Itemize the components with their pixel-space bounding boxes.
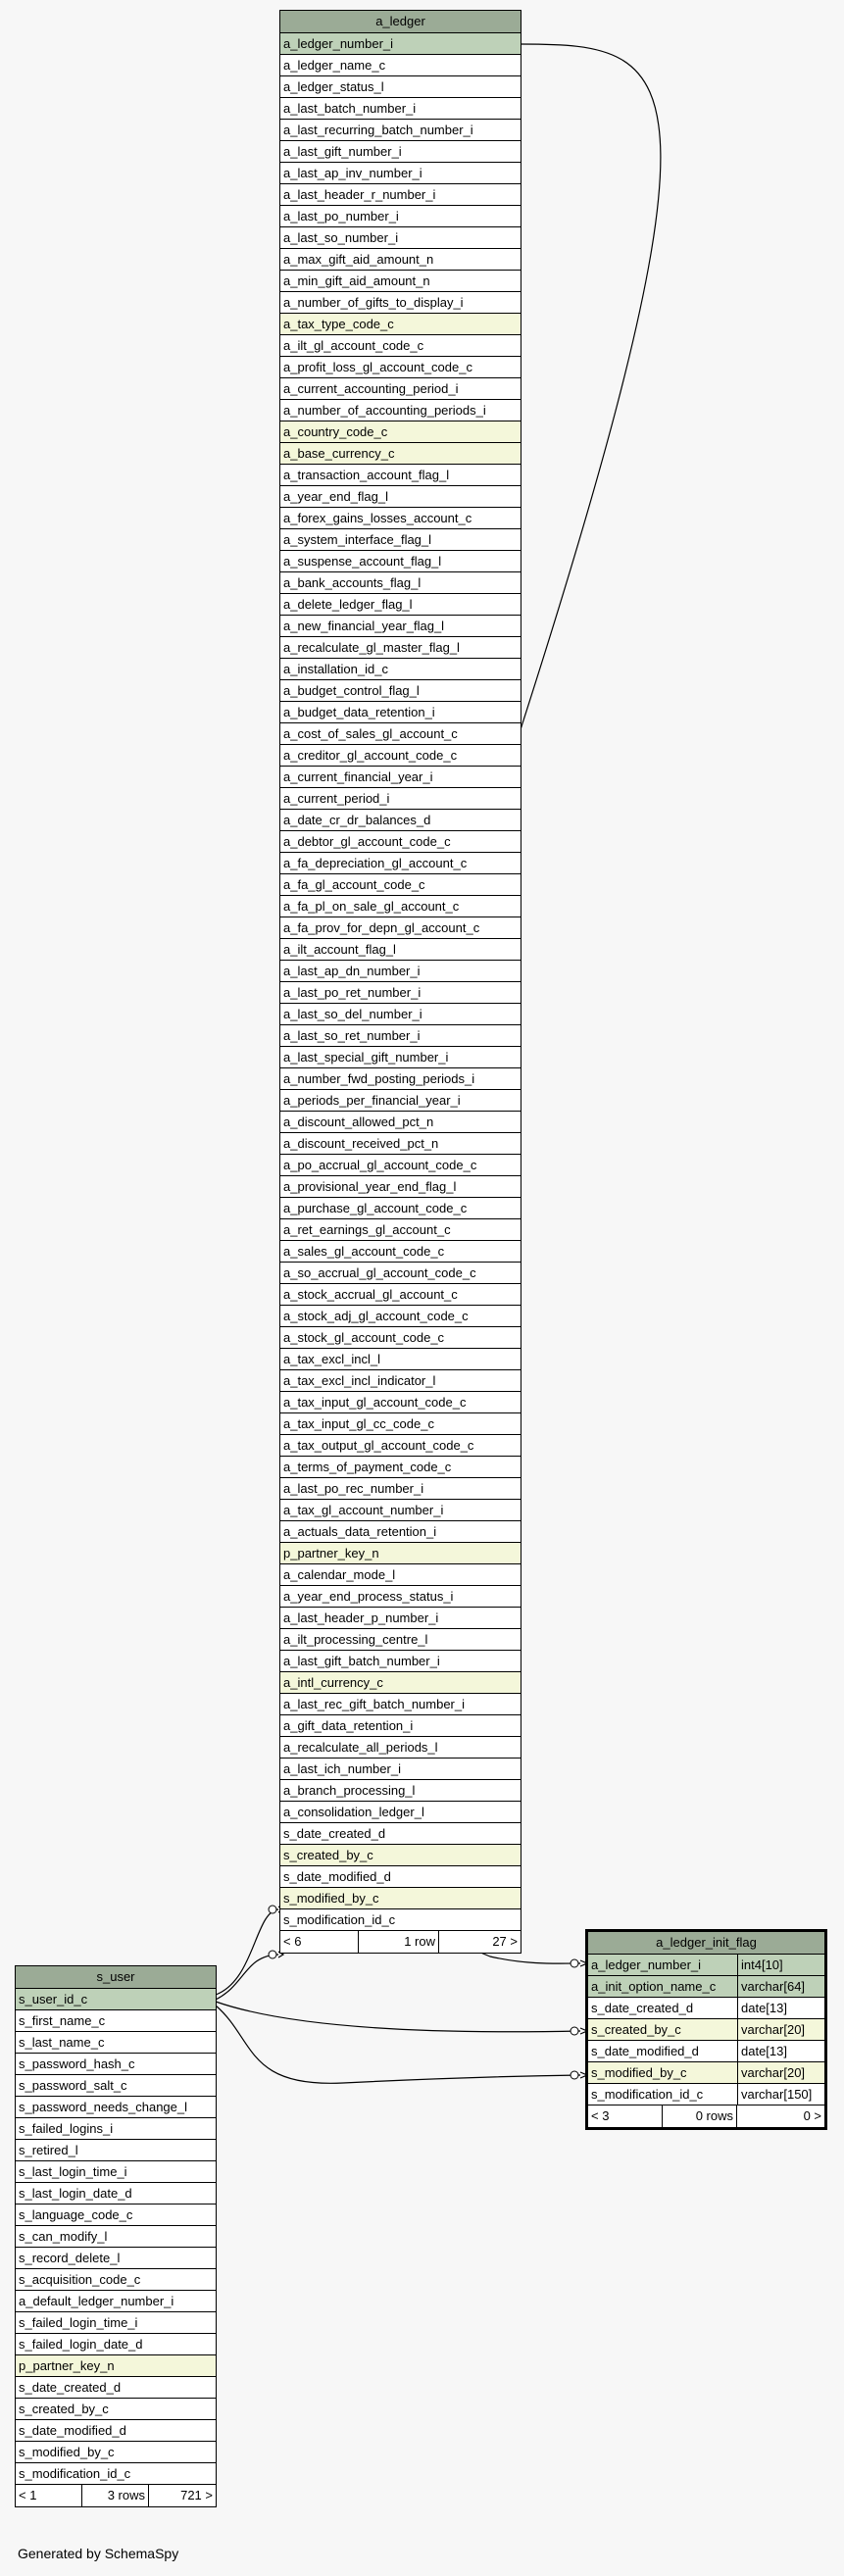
relation-ledger-modified-by [216, 1955, 278, 2000]
column-name: a_last_ap_inv_number_i [283, 166, 422, 180]
column-row[interactable] [280, 1068, 521, 1090]
column-name: a_last_ich_number_i [283, 1761, 401, 1776]
column-name: a_creditor_gl_account_code_c [283, 748, 458, 763]
column-name: a_tax_excl_incl_l [283, 1352, 381, 1366]
column-name: a_last_header_p_number_i [283, 1610, 439, 1625]
column-row[interactable] [16, 2183, 216, 2204]
column-name: s_first_name_c [19, 2013, 106, 2028]
column-name: a_ilt_processing_centre_l [283, 1632, 428, 1647]
column-name: a_system_interface_flag_l [283, 532, 432, 547]
column-name: a_installation_id_c [283, 662, 388, 676]
column-name: s_failed_logins_i [19, 2121, 114, 2136]
column-name: a_ledger_name_c [283, 58, 386, 73]
column-name: a_discount_allowed_pct_n [283, 1115, 434, 1129]
column-name: a_delete_ledger_flag_l [283, 597, 413, 612]
column-row[interactable] [280, 1478, 521, 1500]
column-row[interactable] [16, 2334, 216, 2355]
parent-count[interactable]: < 3 [588, 2105, 663, 2127]
column-row[interactable] [280, 249, 521, 271]
column-row[interactable] [16, 2010, 216, 2032]
column-name: a_ret_earnings_gl_account_c [283, 1222, 451, 1237]
column-row[interactable] [280, 1759, 521, 1780]
column-row[interactable] [280, 1694, 521, 1715]
column-name: s_date_created_d [591, 2001, 694, 2015]
column-row[interactable] [280, 1284, 521, 1306]
column-name: a_fa_pl_on_sale_gl_account_c [283, 899, 460, 914]
column-row[interactable] [16, 2054, 216, 2075]
column-row[interactable] [280, 1435, 521, 1457]
column-row[interactable] [280, 335, 521, 357]
column-name: s_modification_id_c [591, 2087, 704, 2102]
column-row[interactable] [280, 465, 521, 486]
column-name: s_modification_id_c [19, 2466, 131, 2481]
column-row[interactable] [280, 1155, 521, 1176]
column-name: a_ledger_status_l [283, 79, 384, 94]
column-row[interactable] [16, 2377, 216, 2399]
column-name: a_so_accrual_gl_account_code_c [283, 1265, 476, 1280]
column-row[interactable] [280, 1112, 521, 1133]
column-row[interactable] [280, 1715, 521, 1737]
column-name: a_year_end_process_status_i [283, 1589, 454, 1604]
column-name: s_language_code_c [19, 2207, 133, 2222]
column-name: a_stock_accrual_gl_account_c [283, 1287, 458, 1302]
table-footer [280, 1931, 521, 1953]
column-row[interactable] [280, 1349, 521, 1370]
column-row[interactable] [280, 917, 521, 939]
column-row[interactable] [280, 378, 521, 400]
column-name: s_created_by_c [283, 1848, 373, 1862]
column-row[interactable] [280, 400, 521, 421]
column-row[interactable] [280, 1219, 521, 1241]
column-name: s_date_created_d [283, 1826, 386, 1841]
column-name: s_created_by_c [19, 2402, 109, 2416]
column-name: a_forex_gains_losses_account_c [283, 511, 472, 525]
column-row[interactable] [280, 551, 521, 572]
column-row[interactable] [280, 1737, 521, 1759]
column-row[interactable] [280, 896, 521, 917]
column-name: a_number_of_accounting_periods_i [283, 403, 486, 418]
column-name: s_date_modified_d [19, 2423, 126, 2438]
column-name: s_password_salt_c [19, 2078, 127, 2093]
column-row[interactable] [16, 2291, 216, 2312]
column-name: a_consolidation_ledger_l [283, 1805, 424, 1819]
column-name: a_last_so_del_number_i [283, 1007, 422, 1021]
column-row[interactable] [280, 98, 521, 120]
column-name: a_po_accrual_gl_account_code_c [283, 1158, 477, 1172]
column-name: a_gift_data_retention_i [283, 1718, 414, 1733]
column-type: varchar[20] [737, 2019, 824, 2040]
column-name: a_stock_adj_gl_account_code_c [283, 1309, 469, 1323]
column-row[interactable] [280, 227, 521, 249]
column-row[interactable] [280, 853, 521, 874]
column-row[interactable] [280, 767, 521, 788]
column-name: a_init_option_name_c [591, 1979, 717, 1994]
column-name: a_fa_prov_for_depn_gl_account_c [283, 920, 480, 935]
column-name: a_tax_input_gl_cc_code_c [283, 1416, 434, 1431]
column-row[interactable] [280, 1327, 521, 1349]
column-name: s_modified_by_c [283, 1891, 379, 1906]
column-name: a_debtor_gl_account_code_c [283, 834, 451, 849]
column-row[interactable] [588, 2041, 824, 2062]
column-name: s_failed_login_time_i [19, 2315, 138, 2330]
column-row[interactable] [16, 1989, 216, 2010]
column-row[interactable] [280, 680, 521, 702]
column-name: a_base_currency_c [283, 446, 395, 461]
table-a-ledger[interactable] [279, 10, 521, 1954]
column-row[interactable] [280, 1413, 521, 1435]
table-header[interactable]: a_ledger [280, 11, 521, 33]
column-row[interactable] [280, 1047, 521, 1068]
column-name: a_tax_output_gl_account_code_c [283, 1438, 474, 1453]
column-name: s_last_name_c [19, 2035, 105, 2050]
column-row[interactable] [588, 2084, 824, 2105]
column-row[interactable] [280, 659, 521, 680]
column-row[interactable] [280, 637, 521, 659]
column-row[interactable] [280, 1564, 521, 1586]
column-name: a_last_batch_number_i [283, 101, 417, 116]
column-name: a_ilt_account_flag_l [283, 942, 396, 957]
column-row[interactable] [280, 1909, 521, 1931]
column-row[interactable] [280, 55, 521, 76]
parent-count[interactable]: < 1 [16, 2485, 82, 2506]
column-row[interactable] [280, 1392, 521, 1413]
column-name: a_last_rec_gift_batch_number_i [283, 1697, 466, 1711]
column-name: a_min_gift_aid_amount_n [283, 273, 430, 288]
column-row[interactable] [16, 2269, 216, 2291]
column-name: a_current_accounting_period_i [283, 381, 459, 396]
column-row[interactable] [588, 2019, 824, 2041]
column-name: s_date_modified_d [591, 2044, 699, 2058]
column-row[interactable] [280, 572, 521, 594]
column-row[interactable] [280, 723, 521, 745]
column-row[interactable] [280, 1133, 521, 1155]
column-name: a_actuals_data_retention_i [283, 1524, 437, 1539]
column-name: s_retired_l [19, 2143, 78, 2157]
column-row[interactable] [280, 939, 521, 961]
parent-count[interactable]: < 6 [280, 1931, 359, 1953]
column-row[interactable] [280, 1025, 521, 1047]
optional-marker [269, 1906, 276, 1913]
column-row[interactable] [588, 1998, 824, 2019]
column-type: varchar[64] [737, 1976, 824, 1997]
column-row[interactable] [280, 1090, 521, 1112]
column-name: p_partner_key_n [283, 1546, 379, 1560]
column-name: a_date_cr_dr_balances_d [283, 813, 431, 827]
column-type: varchar[150] [737, 2084, 824, 2105]
column-name: s_failed_login_date_d [19, 2337, 143, 2352]
column-row[interactable] [280, 1521, 521, 1543]
column-name: a_fa_gl_account_code_c [283, 877, 425, 892]
column-row[interactable] [280, 357, 521, 378]
column-name: a_last_special_gift_number_i [283, 1050, 449, 1065]
column-row[interactable] [280, 76, 521, 98]
column-name: s_user_id_c [19, 1992, 88, 2006]
column-name: s_date_modified_d [283, 1869, 391, 1884]
column-name: s_date_created_d [19, 2380, 122, 2395]
child-count[interactable]: 0 > [803, 2108, 821, 2123]
column-row[interactable] [280, 163, 521, 184]
column-row[interactable] [16, 2420, 216, 2442]
column-name: a_budget_control_flag_l [283, 683, 420, 698]
table-s-user[interactable] [15, 1965, 217, 2507]
column-name: a_fa_depreciation_gl_account_c [283, 856, 468, 870]
column-name: a_last_po_rec_number_i [283, 1481, 424, 1496]
column-row[interactable] [280, 421, 521, 443]
column-row[interactable] [280, 874, 521, 896]
column-row[interactable] [280, 982, 521, 1004]
table-a-ledger-init-flag[interactable] [585, 1929, 827, 2130]
column-row[interactable] [16, 2226, 216, 2248]
column-row[interactable] [280, 1608, 521, 1629]
column-type: varchar[20] [737, 2062, 824, 2083]
row-count: 3 rows [82, 2485, 149, 2506]
column-name: s_password_hash_c [19, 2056, 135, 2071]
column-row[interactable] [16, 2097, 216, 2118]
column-name: a_last_ap_dn_number_i [283, 964, 421, 978]
column-row[interactable] [280, 1370, 521, 1392]
optional-marker [571, 1959, 578, 1967]
column-row[interactable] [280, 292, 521, 314]
column-row[interactable] [280, 443, 521, 465]
column-row[interactable] [280, 120, 521, 141]
column-list [280, 33, 521, 1931]
column-row[interactable] [280, 1780, 521, 1802]
column-name: s_can_modify_l [19, 2229, 108, 2244]
column-row[interactable] [16, 2355, 216, 2377]
relation-init-created-by [216, 2002, 580, 2032]
column-row[interactable] [280, 206, 521, 227]
row-count: 1 row [359, 1931, 439, 1953]
column-row[interactable] [280, 508, 521, 529]
column-row[interactable] [588, 1955, 824, 1976]
column-name: a_calendar_mode_l [283, 1567, 396, 1582]
column-row[interactable] [280, 1586, 521, 1608]
column-row[interactable] [16, 2399, 216, 2420]
child-count[interactable]: 27 > [492, 1934, 518, 1949]
column-row[interactable] [280, 1672, 521, 1694]
column-row[interactable] [16, 2075, 216, 2097]
column-name: s_last_login_time_i [19, 2164, 127, 2179]
column-name: a_bank_accounts_flag_l [283, 575, 422, 590]
column-name: a_last_po_number_i [283, 209, 399, 223]
column-name: a_provisional_year_end_flag_l [283, 1179, 457, 1194]
column-name: a_last_gift_batch_number_i [283, 1654, 440, 1668]
relation-init-modified-by [216, 2006, 580, 2083]
column-name: s_modified_by_c [19, 2445, 115, 2459]
column-name: a_ilt_gl_account_code_c [283, 338, 424, 353]
column-name: a_ledger_number_i [591, 1957, 702, 1972]
column-row[interactable] [280, 1457, 521, 1478]
column-name: a_current_financial_year_i [283, 769, 433, 784]
column-name: a_recalculate_gl_master_flag_l [283, 640, 460, 655]
table-footer [16, 2485, 216, 2506]
column-name: a_last_so_number_i [283, 230, 399, 245]
column-row[interactable] [280, 1543, 521, 1564]
column-row[interactable] [280, 529, 521, 551]
column-name: a_transaction_account_flag_l [283, 468, 450, 482]
column-row[interactable] [280, 1004, 521, 1025]
column-row[interactable] [280, 33, 521, 55]
column-row[interactable] [588, 1976, 824, 1998]
child-count[interactable]: 721 > [180, 2488, 213, 2502]
column-row[interactable] [16, 2248, 216, 2269]
column-name: s_acquisition_code_c [19, 2272, 141, 2287]
column-name: a_suspense_account_flag_l [283, 554, 442, 569]
column-name: a_last_gift_number_i [283, 144, 402, 159]
column-name: a_branch_processing_l [283, 1783, 416, 1798]
column-name: a_tax_type_code_c [283, 317, 394, 331]
column-name: a_cost_of_sales_gl_account_c [283, 726, 458, 741]
table-header[interactable]: s_user [16, 1966, 216, 1989]
column-row[interactable] [16, 2140, 216, 2161]
column-name: a_country_code_c [283, 424, 388, 439]
column-name: a_discount_received_pct_n [283, 1136, 439, 1151]
column-name: a_max_gift_aid_amount_n [283, 252, 434, 267]
column-name: s_created_by_c [591, 2022, 681, 2037]
column-name: a_tax_excl_incl_indicator_l [283, 1373, 436, 1388]
column-name: a_periods_per_financial_year_i [283, 1093, 461, 1108]
column-name: a_last_recurring_batch_number_i [283, 123, 473, 137]
optional-marker [571, 2027, 578, 2035]
column-name: s_modification_id_c [283, 1912, 396, 1927]
column-type: date[13] [737, 2041, 824, 2061]
column-row[interactable] [280, 1500, 521, 1521]
column-row[interactable] [280, 1845, 521, 1866]
column-row[interactable] [280, 810, 521, 831]
column-name: a_year_end_flag_l [283, 489, 388, 504]
column-row[interactable] [280, 1263, 521, 1284]
column-row[interactable] [280, 1306, 521, 1327]
column-name: a_number_fwd_posting_periods_i [283, 1071, 475, 1086]
column-name: s_password_needs_change_l [19, 2100, 188, 2114]
column-row[interactable] [280, 745, 521, 767]
column-row[interactable] [16, 2161, 216, 2183]
relation-ledger-created-by [216, 1909, 278, 1995]
column-row[interactable] [16, 2442, 216, 2463]
column-name: a_stock_gl_account_code_c [283, 1330, 445, 1345]
column-row[interactable] [280, 1823, 521, 1845]
column-row[interactable] [280, 788, 521, 810]
row-count: 0 rows [663, 2105, 737, 2127]
column-name: a_ledger_number_i [283, 36, 394, 51]
column-row[interactable] [16, 2118, 216, 2140]
table-footer [588, 2105, 824, 2127]
column-row[interactable] [280, 1802, 521, 1823]
column-row[interactable] [280, 702, 521, 723]
column-name: a_purchase_gl_account_code_c [283, 1201, 468, 1215]
column-name: a_intl_currency_c [283, 1675, 383, 1690]
column-name: a_last_po_ret_number_i [283, 985, 422, 1000]
column-name: s_record_delete_l [19, 2251, 121, 2265]
column-row[interactable] [280, 961, 521, 982]
column-row[interactable] [280, 1629, 521, 1651]
column-row[interactable] [280, 184, 521, 206]
column-row[interactable] [280, 1198, 521, 1219]
table-header[interactable]: a_ledger_init_flag [588, 1932, 824, 1955]
column-row[interactable] [280, 1241, 521, 1263]
generator-credit: Generated by SchemaSpy [18, 2546, 179, 2561]
column-name: a_sales_gl_account_code_c [283, 1244, 445, 1259]
column-row[interactable] [16, 2463, 216, 2485]
column-row[interactable] [16, 2204, 216, 2226]
column-name: p_partner_key_n [19, 2358, 115, 2373]
column-row[interactable] [280, 271, 521, 292]
column-type: date[13] [737, 1998, 824, 2018]
column-row[interactable] [280, 314, 521, 335]
column-name: a_tax_gl_account_number_i [283, 1503, 444, 1517]
column-name: s_last_login_date_d [19, 2186, 132, 2201]
column-row[interactable] [280, 616, 521, 637]
column-row[interactable] [280, 831, 521, 853]
column-name: a_profit_loss_gl_account_code_c [283, 360, 472, 374]
column-row[interactable] [280, 1888, 521, 1909]
column-row[interactable] [16, 2312, 216, 2334]
column-name: s_modified_by_c [591, 2065, 687, 2080]
column-name: a_terms_of_payment_code_c [283, 1460, 452, 1474]
column-list [588, 1955, 824, 2105]
column-row[interactable] [280, 1651, 521, 1672]
optional-marker [571, 2071, 578, 2079]
column-name: a_last_header_r_number_i [283, 187, 436, 202]
column-name: a_default_ledger_number_i [19, 2294, 174, 2308]
optional-marker [269, 1951, 276, 1958]
column-name: a_current_period_i [283, 791, 390, 806]
column-row[interactable] [280, 141, 521, 163]
column-row[interactable] [16, 2032, 216, 2054]
column-row[interactable] [588, 2062, 824, 2084]
column-name: a_recalculate_all_periods_l [283, 1740, 438, 1755]
column-type: int4[10] [737, 1955, 824, 1975]
column-name: a_tax_input_gl_account_code_c [283, 1395, 467, 1410]
column-name: a_number_of_gifts_to_display_i [283, 295, 464, 310]
column-name: a_budget_data_retention_i [283, 705, 435, 719]
column-name: a_new_financial_year_flag_l [283, 619, 445, 633]
column-row[interactable] [280, 1176, 521, 1198]
column-row[interactable] [280, 594, 521, 616]
column-row[interactable] [280, 1866, 521, 1888]
column-list [16, 1989, 216, 2485]
column-name: a_last_so_ret_number_i [283, 1028, 421, 1043]
column-row[interactable] [280, 486, 521, 508]
